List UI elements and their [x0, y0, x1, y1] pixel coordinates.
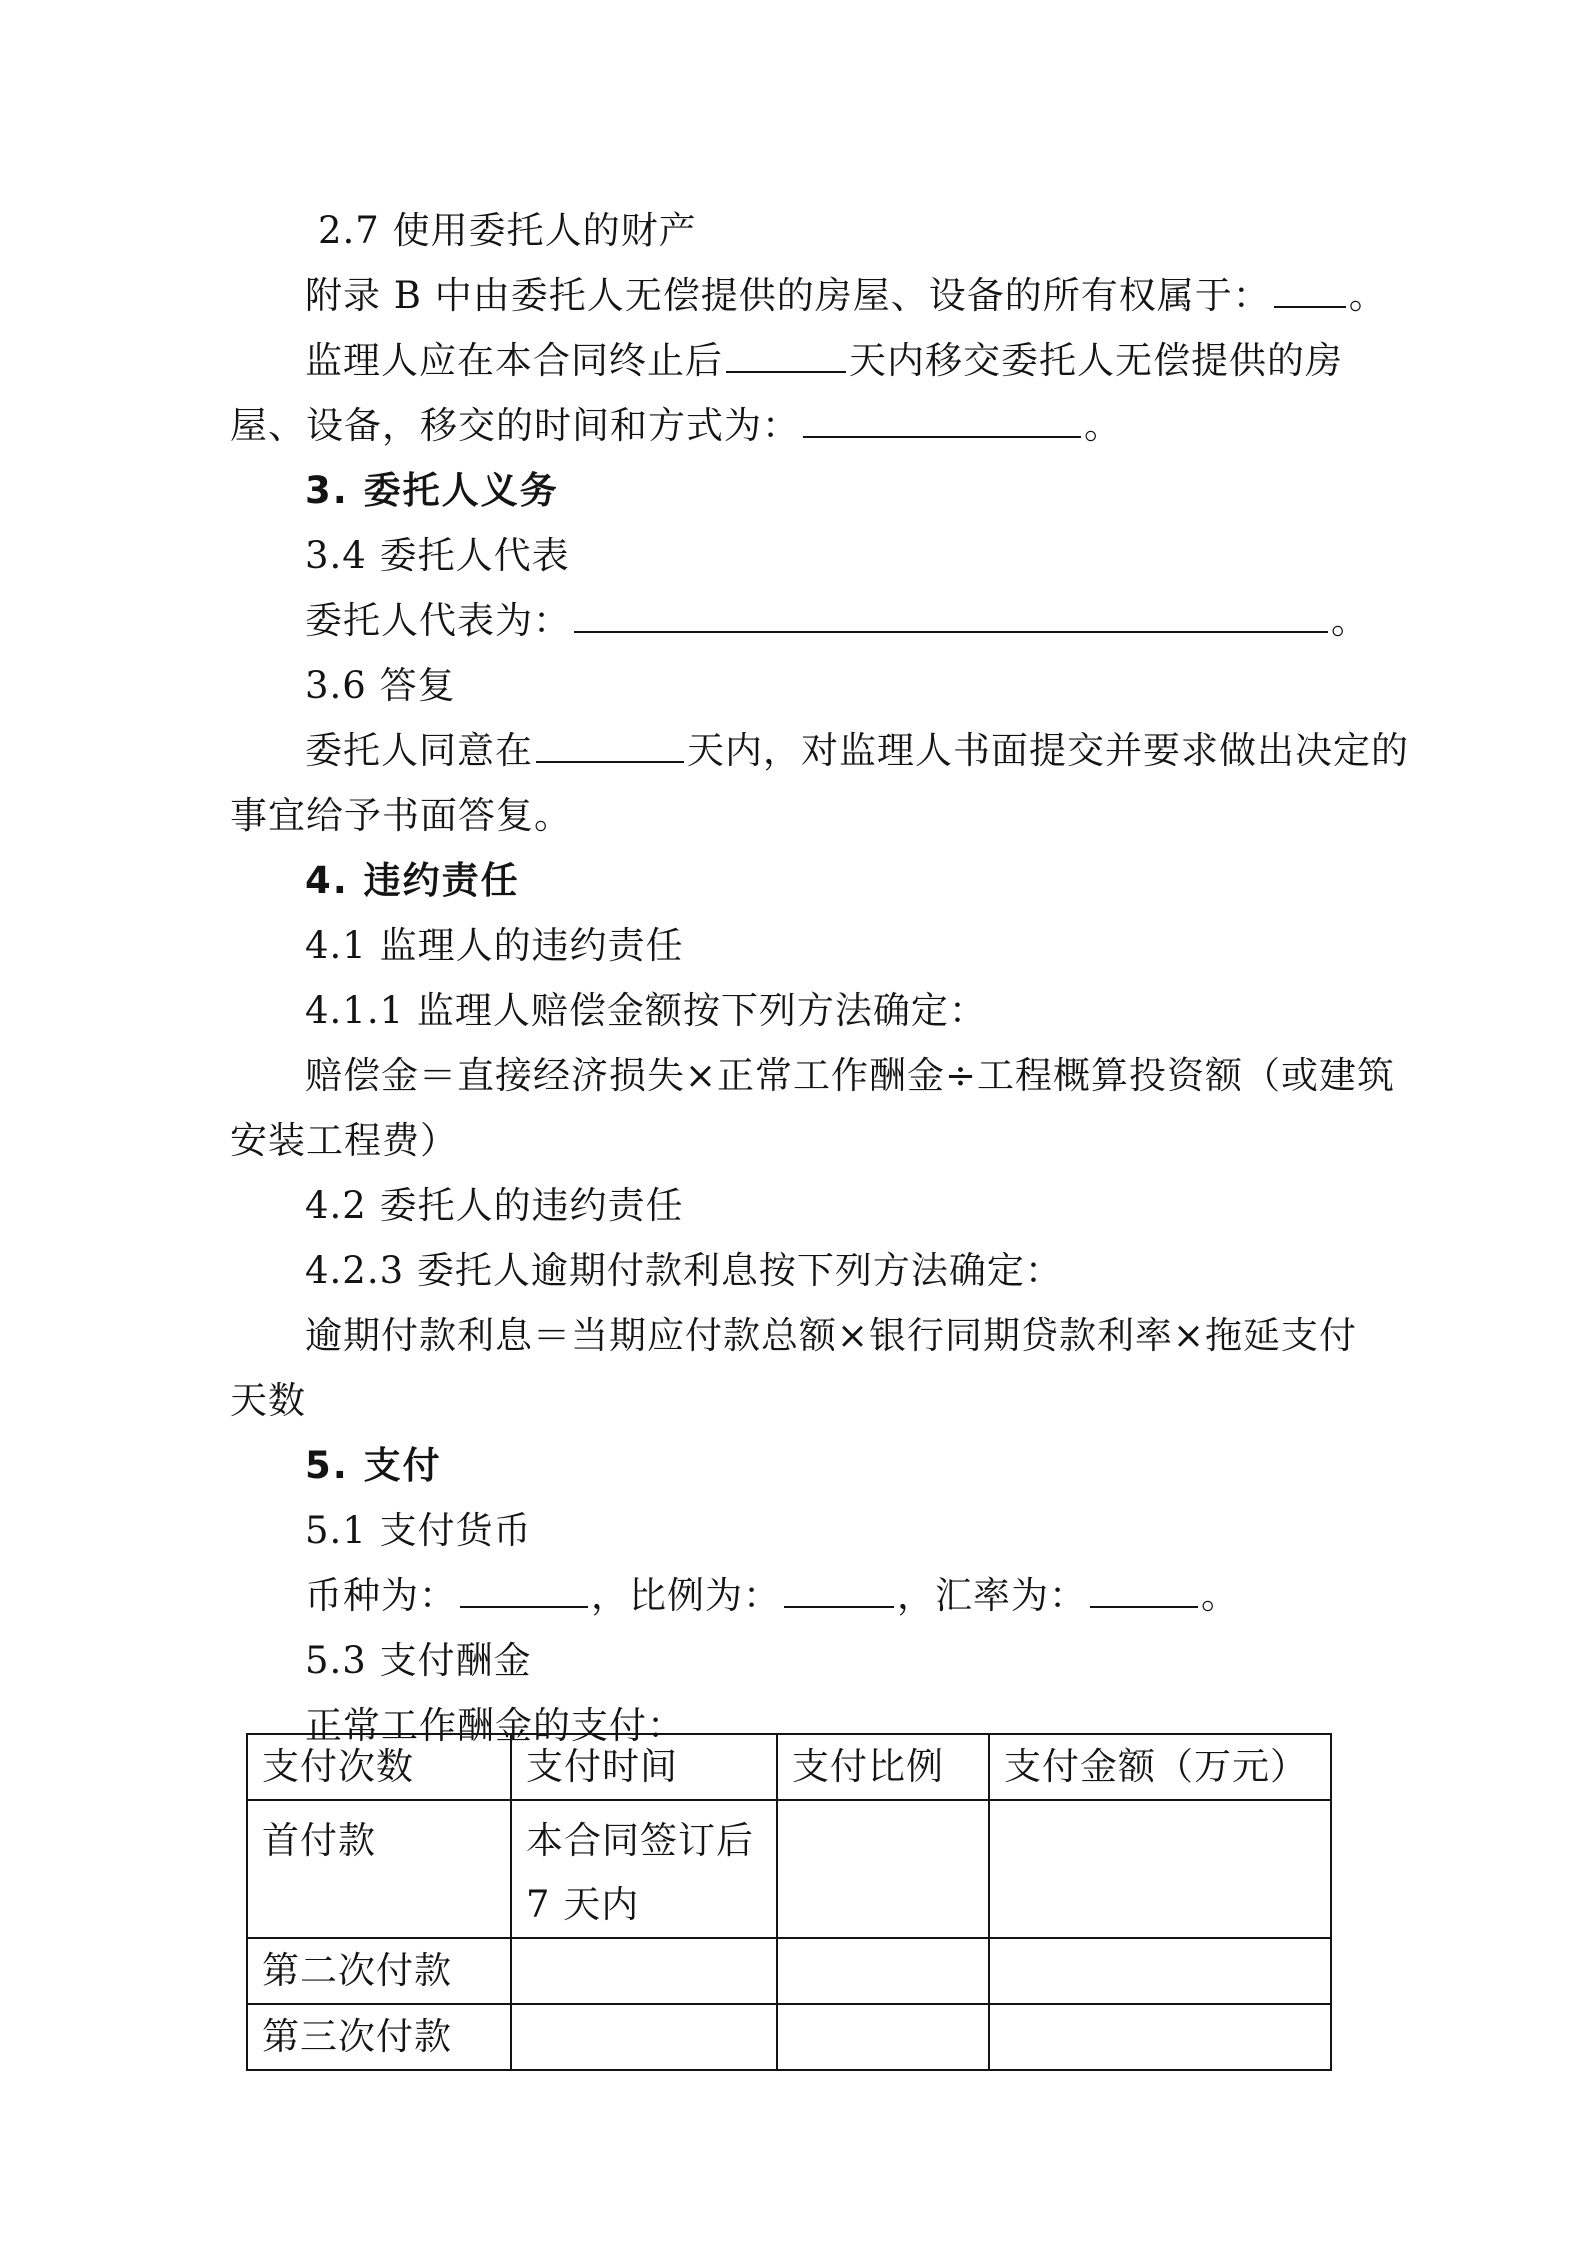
header-cell: 支付比例 — [777, 1734, 989, 1800]
table-cell: 首付款 — [247, 1800, 511, 1938]
payment-table — [246, 1733, 1332, 2071]
property-ownership-text: 附录 B 中由委托人无偿提供的房屋、设备的所有权属于： — [305, 274, 1271, 317]
period: 。 — [1331, 599, 1369, 642]
section-4-1-1-heading: 4.1.1 监理人赔偿金额按下列方法确定： — [305, 989, 987, 1032]
exchange-rate-blank[interactable] — [1090, 1572, 1198, 1608]
interest-formula-line-2: 天数 — [230, 1379, 306, 1422]
ratio-label: ，比例为： — [591, 1574, 781, 1617]
handover-line-1 — [305, 337, 1343, 385]
handover-text-1a: 监理人应在本合同终止后 — [305, 339, 723, 382]
reply-text-1b: 天内，对监理人书面提交并要求做出决定的 — [687, 729, 1409, 772]
compensation-formula-line-2: 安装工程费） — [230, 1119, 458, 1162]
currency-line — [305, 1572, 1239, 1620]
section-2-7-heading: 2.7 使用委托人的财产 — [318, 209, 697, 252]
section-3-4-heading: 3.4 委托人代表 — [305, 534, 570, 577]
reply-days-blank[interactable] — [536, 727, 684, 763]
handover-text-1b: 天内移交委托人无偿提供的房 — [849, 339, 1343, 382]
currency-blank[interactable] — [460, 1572, 588, 1608]
handover-line-2 — [230, 402, 1122, 450]
reply-text-1a: 委托人同意在 — [305, 729, 533, 772]
handover-days-blank[interactable] — [726, 337, 846, 373]
period: 。 — [1084, 404, 1122, 447]
table-cell[interactable] — [777, 2004, 989, 2070]
ratio-blank[interactable] — [784, 1572, 894, 1608]
client-representative-line — [305, 597, 1369, 645]
section-5-heading: 5. 支付 — [305, 1444, 442, 1487]
interest-formula-line-1: 逾期付款利息＝当期应付款总额×银行同期贷款利率×拖延支付 — [305, 1314, 1358, 1357]
reply-line-2: 事宜给予书面答复。 — [230, 794, 572, 837]
client-representative-blank[interactable] — [574, 597, 1328, 633]
section-4-2-heading: 4.2 委托人的违约责任 — [305, 1184, 684, 1227]
section-4-heading: 4. 违约责任 — [305, 859, 520, 902]
table-cell[interactable] — [989, 2004, 1331, 2070]
table-cell[interactable] — [511, 1938, 777, 2004]
header-cell: 支付次数 — [247, 1734, 511, 1800]
header-cell: 支付时间 — [511, 1734, 777, 1800]
client-representative-text: 委托人代表为： — [305, 599, 571, 642]
compensation-formula-line-1: 赔偿金＝直接经济损失×正常工作酬金÷工程概算投资额（或建筑 — [305, 1054, 1396, 1097]
table-row — [247, 1800, 1331, 1938]
table-header-row — [247, 1734, 1331, 1800]
section-4-1-heading: 4.1 监理人的违约责任 — [305, 924, 684, 967]
table-cell[interactable] — [989, 1938, 1331, 2004]
table-cell[interactable] — [511, 2004, 777, 2070]
table-cell: 第二次付款 — [247, 1938, 511, 2004]
section-5-3-heading: 5.3 支付酬金 — [305, 1639, 532, 1682]
table-row — [247, 2004, 1331, 2070]
handover-method-blank[interactable] — [803, 402, 1081, 438]
ownership-blank[interactable] — [1274, 272, 1346, 308]
handover-text-2a: 屋、设备，移交的时间和方式为： — [230, 404, 800, 447]
table-cell: 本合同签订后 7 天内 — [511, 1800, 777, 1938]
table-row — [247, 1938, 1331, 2004]
table-cell[interactable] — [777, 1800, 989, 1938]
section-5-1-heading: 5.1 支付货币 — [305, 1509, 532, 1552]
period: 。 — [1201, 1574, 1239, 1617]
property-ownership-line — [305, 272, 1387, 320]
section-4-2-3-heading: 4.2.3 委托人逾期付款利息按下列方法确定： — [305, 1249, 1063, 1292]
section-3-heading: 3. 委托人义务 — [305, 469, 559, 512]
section-3-6-heading: 3.6 答复 — [305, 664, 456, 707]
table-cell[interactable] — [777, 1938, 989, 2004]
table-cell[interactable] — [989, 1800, 1331, 1938]
table-cell: 第三次付款 — [247, 2004, 511, 2070]
payment-intro: 正常工作酬金的支付： — [305, 1704, 685, 1747]
exchange-rate-label: ，汇率为： — [897, 1574, 1087, 1617]
currency-label: 币种为： — [305, 1574, 457, 1617]
period: 。 — [1348, 274, 1387, 317]
reply-line-1 — [305, 727, 1409, 775]
header-cell: 支付金额（万元） — [989, 1734, 1331, 1800]
